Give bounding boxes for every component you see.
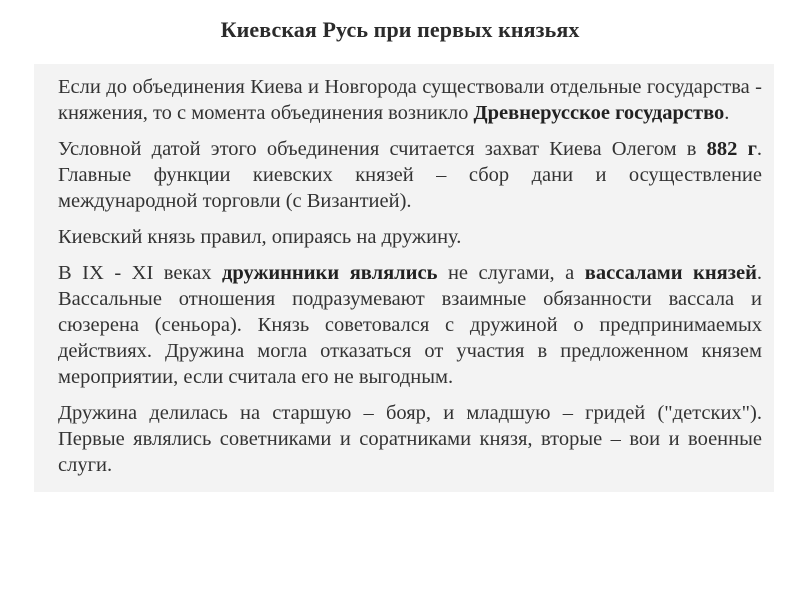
paragraph-1-bold-1: Древнерусское государство xyxy=(473,102,725,124)
paragraph-2-bold-1: 882 г xyxy=(706,138,757,160)
paragraph-4-bold-1: дружинники являлись xyxy=(221,262,438,284)
paragraph-1-text-2: . xyxy=(724,102,730,124)
paragraph-2-text-2: . Главные функции киевских князей – сбор дани и осуществление международной торговли (с Византией). xyxy=(58,138,763,212)
paragraph-2-text-1: Условной датой этого объединения считается захват Киева Олегом в xyxy=(58,138,707,160)
paragraph-5-text-1: Дружина делилась на старшую – бояр, и младшую – гридей ("детских"). Первые являлись советниками и соратниками князя, вторые – вои и военные слуги. xyxy=(58,402,762,476)
paragraph-3 xyxy=(58,224,762,250)
paragraph-4-text-3: . Вассальные отношения подразумевают взаимные обязанности вассала и сюзерена (сеньора). Князь советовался с дружиной о предпринимаемых действиях. Дружина могла отказаться от участия в предложенном князем мероприятии, если считала его не выгодным. xyxy=(58,262,763,388)
paragraph-4-bold-2: вассалами князей xyxy=(584,262,757,284)
text-body xyxy=(34,64,774,492)
paragraph-4-text-1: В IX - XI веках xyxy=(58,262,222,284)
paragraph-1-text-1: Если до объединения Киева и Новгорода существовали отдельные государства - княжения, то с момента объединения возникло xyxy=(58,76,762,124)
page-title: Киевская Русь при первых князьях xyxy=(220,17,580,42)
paragraph-5 xyxy=(58,400,762,478)
paragraph-4-text-2: не слугами, а xyxy=(437,262,585,284)
paragraph-4 xyxy=(58,260,762,390)
paragraph-2 xyxy=(58,136,762,214)
paragraph-3-text-1: Киевский князь правил, опираясь на дружину. xyxy=(58,226,462,248)
paragraph-1 xyxy=(58,74,762,126)
